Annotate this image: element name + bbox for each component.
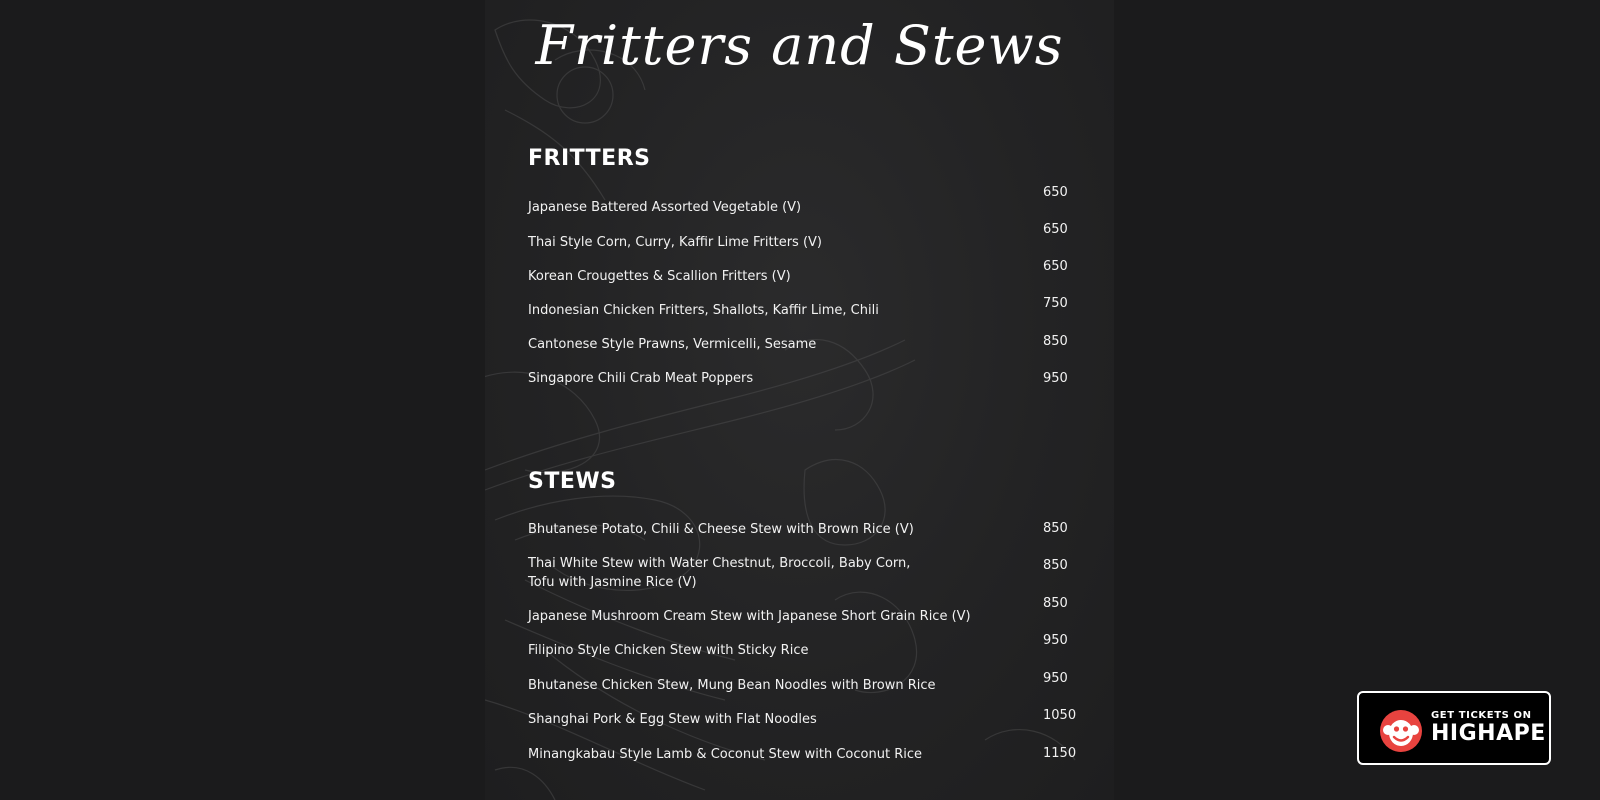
menu-item-name: Minangkabau Style Lamb & Coconut Stew with Coconut Rice bbox=[528, 747, 922, 762]
menu-item-name-continued: Tofu with Jasmine Rice (V) bbox=[528, 575, 697, 590]
menu-item-name: Bhutanese Potato, Chili & Cheese Stew with Brown Rice (V) bbox=[528, 522, 914, 537]
menu-item-price: 850 bbox=[1043, 334, 1068, 349]
menu-card bbox=[485, 0, 1114, 800]
menu-item-price: 850 bbox=[1043, 596, 1068, 611]
menu-item-name: Cantonese Style Prawns, Vermicelli, Sesame bbox=[528, 337, 817, 352]
menu-item-price: 750 bbox=[1043, 296, 1068, 311]
menu-item-price: 850 bbox=[1043, 558, 1068, 573]
menu-item-price: 1150 bbox=[1043, 746, 1077, 761]
menu-title: Fritters and Stews bbox=[535, 14, 1064, 77]
get-tickets-badge[interactable] bbox=[1357, 691, 1551, 765]
menu-item-name: Thai White Stew with Water Chestnut, Broccoli, Baby Corn, bbox=[528, 556, 911, 571]
menu-item-name: Korean Crougettes & Scallion Fritters (V) bbox=[528, 269, 791, 284]
section-heading-stews: STEWS bbox=[528, 469, 617, 494]
menu-item-price: 650 bbox=[1043, 185, 1068, 200]
menu-item-name: Singapore Chili Crab Meat Poppers bbox=[528, 371, 754, 386]
menu-item-price: 950 bbox=[1043, 371, 1068, 386]
menu-item-name: Thai Style Corn, Curry, Kaffir Lime Fritters (V) bbox=[528, 235, 822, 250]
section-heading-fritters: FRITTERS bbox=[528, 146, 651, 171]
menu-item-price: 950 bbox=[1043, 633, 1068, 648]
badge-brand-name: HIGHAPE bbox=[1431, 721, 1546, 746]
menu-item-price: 650 bbox=[1043, 222, 1068, 237]
menu-item-name: Japanese Battered Assorted Vegetable (V) bbox=[528, 200, 802, 215]
menu-item-name: Bhutanese Chicken Stew, Mung Bean Noodles with Brown Rice bbox=[528, 678, 936, 693]
menu-item-name: Filipino Style Chicken Stew with Sticky Rice bbox=[528, 643, 809, 658]
menu-item-price: 850 bbox=[1043, 521, 1068, 536]
menu-item-name: Japanese Mushroom Cream Stew with Japanese Short Grain Rice (V) bbox=[528, 609, 971, 624]
monkey-face-icon bbox=[1379, 709, 1423, 753]
badge-kicker-text: GET TICKETS ON bbox=[1431, 710, 1532, 721]
menu-item-name: Shanghai Pork & Egg Stew with Flat Noodles bbox=[528, 712, 817, 727]
menu-item-price: 1050 bbox=[1043, 708, 1077, 723]
menu-item-price: 950 bbox=[1043, 671, 1068, 686]
menu-item-name: Indonesian Chicken Fritters, Shallots, Kaffir Lime, Chili bbox=[528, 303, 879, 318]
menu-item-price: 650 bbox=[1043, 259, 1068, 274]
